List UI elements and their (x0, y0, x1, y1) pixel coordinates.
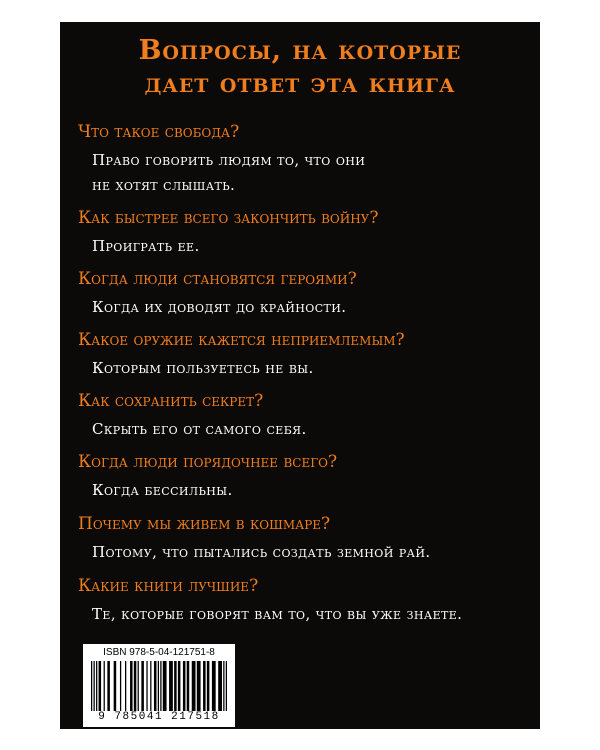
answer-4 (92, 356, 532, 381)
question-2: Как быстрее всего закончить войну? (78, 208, 379, 228)
barcode-digits: 9 785041 217518 (98, 711, 220, 723)
answer-7 (92, 540, 532, 565)
answer-1-line-1: Право говорить людям то, что они (92, 151, 366, 169)
barcode-bar (96, 661, 97, 711)
barcode-bar (212, 661, 216, 711)
answer-2-line-1: Проиграть ее. (92, 237, 200, 255)
isbn-label: ISBN 978-5-04-121751-8 (103, 647, 215, 658)
question-6: Когда люди порядочнее всего? (78, 452, 338, 472)
cover-title (60, 34, 540, 100)
barcode-bar (154, 661, 157, 711)
answer-4-line-1: Которым пользуетесь не вы. (92, 359, 314, 377)
answer-7-line-1: Потому, что пытались создать земной рай. (92, 543, 431, 561)
question-5: Как сохранить секрет? (78, 391, 264, 411)
answer-3 (92, 295, 532, 320)
answer-3-line-1: Когда их доводят до крайности. (92, 298, 347, 316)
barcode-bar (178, 661, 181, 711)
answer-8-line-1: Те, которые говорят вам то, что вы уже знаете. (92, 605, 463, 623)
barcode-bar (146, 661, 147, 711)
barcode-bar (125, 661, 126, 711)
question-3: Когда люди становятся героями? (78, 269, 357, 289)
barcode-bar (226, 661, 227, 711)
barcode-bar (160, 661, 161, 711)
isbn-barcode (83, 644, 235, 727)
question-7: Почему мы живем в кошмаре? (78, 514, 331, 534)
barcode-bar (187, 661, 190, 711)
barcode-bar (99, 661, 102, 711)
answer-6 (92, 478, 532, 503)
barcode-bars (91, 661, 227, 711)
book-back-cover (60, 22, 540, 729)
barcode-bar (203, 661, 206, 711)
barcode-bar (114, 661, 117, 711)
answer-1-line-2: не хотят слышать. (92, 176, 236, 194)
barcode-bar (207, 661, 210, 711)
answer-5-line-1: Скрыть его от самого себя. (92, 420, 307, 438)
cover-title-line-1: Вопросы, на которые (138, 35, 462, 66)
barcode-bar (141, 661, 144, 711)
barcode-bar (223, 661, 224, 711)
answer-1 (92, 148, 532, 198)
barcode-bar (150, 661, 151, 711)
barcode-bar (91, 661, 92, 711)
barcode-bar (218, 661, 222, 711)
answer-6-line-1: Когда бессильны. (92, 481, 233, 499)
barcode-bar (169, 661, 173, 711)
barcode-bar (138, 661, 139, 711)
answer-8 (92, 602, 532, 627)
barcode-bar (104, 661, 105, 711)
barcode-bar (174, 661, 177, 711)
cover-title-line-2: дает ответ эта книга (144, 68, 456, 99)
barcode-bar (183, 661, 186, 711)
question-8: Какие книги лучшие? (78, 576, 259, 596)
answer-2 (92, 234, 532, 259)
answer-5 (92, 417, 532, 442)
question-1: Что такое свобода? (78, 122, 240, 142)
barcode-bar (192, 661, 196, 711)
question-4: Какое оружие кажется неприемлемым? (78, 330, 405, 350)
barcode-bar (120, 661, 121, 711)
barcode-bar (163, 661, 167, 711)
barcode-bar (158, 661, 159, 711)
barcode-bar (107, 661, 110, 711)
barcode-bar (94, 661, 95, 711)
barcode-bar (197, 661, 201, 711)
barcode-bar (134, 661, 137, 711)
barcode-bar (130, 661, 133, 711)
